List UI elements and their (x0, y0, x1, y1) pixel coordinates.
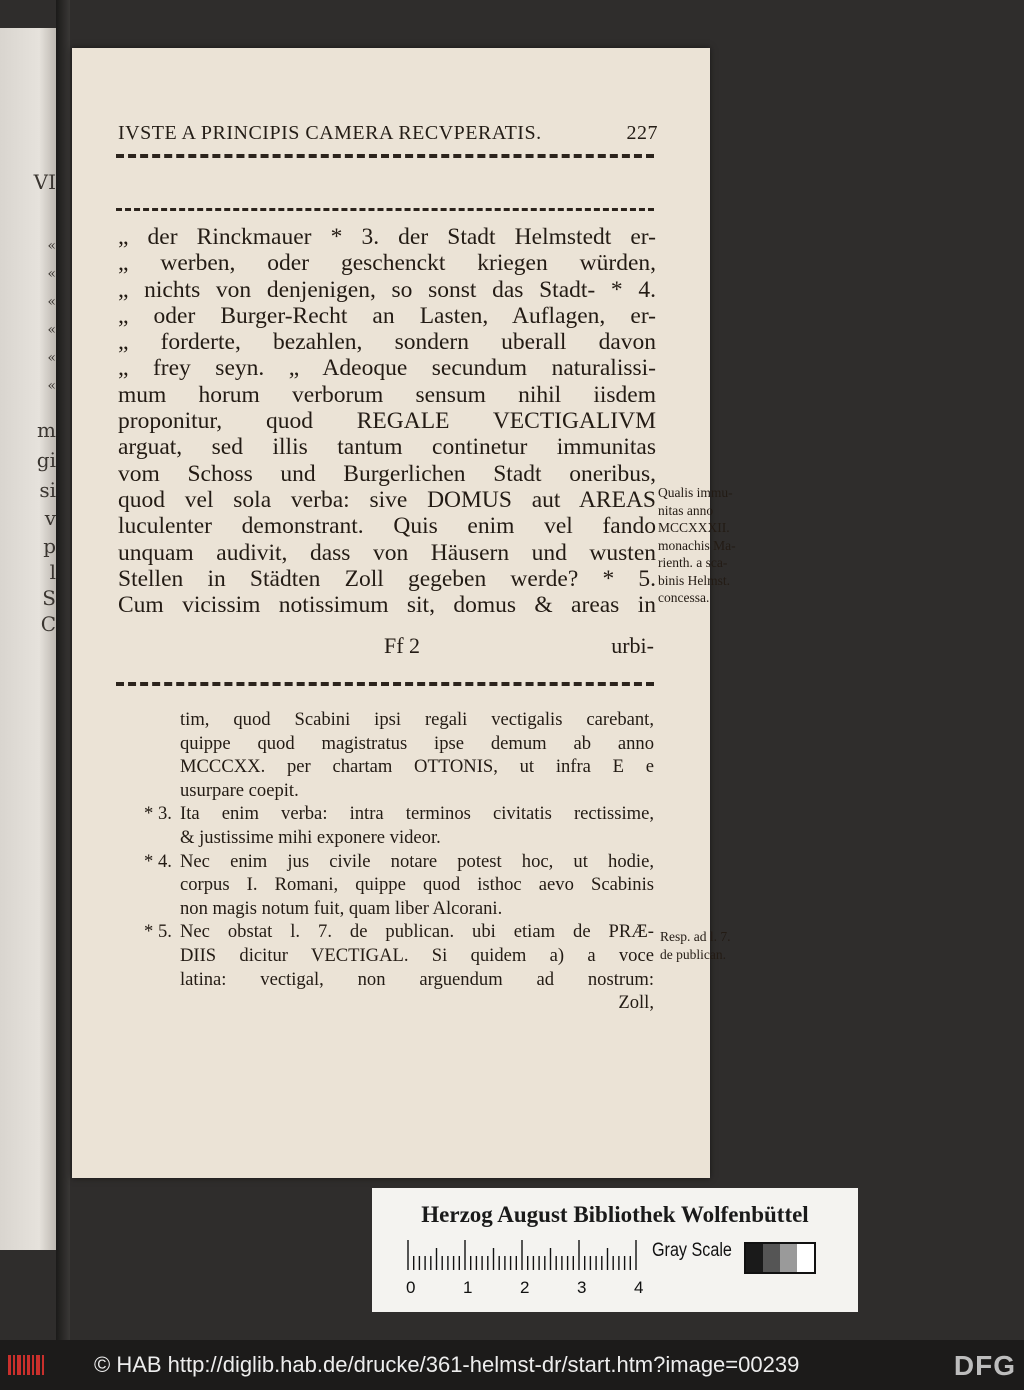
footnote-line: usurpare coepit. (180, 779, 299, 801)
margin-note-line: rienth. a sca- (658, 555, 728, 570)
text-line: vom Schoss und Burgerlichen Stadt oneribus, (118, 460, 656, 487)
adjacent-page-fragment: l (49, 560, 56, 584)
ruler-scale (404, 1240, 640, 1270)
barcode-icon (6, 1352, 46, 1378)
book-page (72, 48, 710, 1178)
margin-note-line: Qualis immu- (658, 485, 733, 500)
running-head (118, 122, 658, 145)
adjacent-page-fragment: « (47, 266, 56, 282)
footnote-3 (144, 802, 654, 849)
adjacent-page-fragment: VI (33, 170, 56, 194)
margin-note-line: concessa. (658, 590, 710, 605)
footnote-line: quippe quod magistratus ipse demum ab anno (180, 732, 654, 754)
gray-patch (797, 1244, 814, 1272)
top-rule (116, 154, 654, 158)
margin-note-line: monachis Ma- (658, 537, 736, 553)
text-line: Stellen in Städten Zoll gegeben werde? * 5. (118, 565, 656, 592)
margin-note-line: MCCXXXII. (658, 520, 730, 535)
adjacent-page-fragment: « (47, 350, 56, 366)
page-number: 227 (626, 122, 658, 144)
gray-patch (746, 1244, 763, 1272)
footnote-marker: * 4. (144, 850, 172, 872)
adjacent-page-fragment: gi (36, 448, 56, 472)
adjacent-page-fragment: C (40, 612, 56, 636)
text-line: „ frey seyn. „ Adeoque secundum naturalissi- (118, 355, 656, 382)
text-line: „ werben, oder geschenckt kriegen würden, (118, 250, 656, 277)
adjacent-page-fragment: « (47, 294, 56, 310)
footnote-marker: * 3. (144, 803, 172, 825)
footnote-line: Nec obstat l. 7. de publican. ubi etiam de PRÆ- (180, 921, 654, 943)
head-rule (116, 208, 654, 211)
footnote-line: latina: vectigal, non arguendum ad nostrum: (180, 968, 654, 990)
text-line: „ der Rinckmauer * 3. der Stadt Helmstedt er- (118, 224, 656, 250)
footnote-4 (144, 850, 654, 921)
adjacent-page-fragment: si (39, 478, 56, 502)
margin-note-line: nitas anno (658, 502, 714, 518)
catchword: urbi- (611, 633, 654, 658)
text-line: proponitur, quod REGALE VECTIGALIVM (118, 408, 656, 435)
text-line: Cum vicissim notissimum sit, domus & areas in (118, 592, 656, 619)
footnote-line: corpus I. Romani, quippe quod isthoc aevo Scabinis (180, 874, 654, 896)
text-line: luculenter demonstrant. Quis enim vel fando (118, 513, 656, 540)
ruler-number: 4 (634, 1278, 644, 1297)
margin-note-line: binis Helmst. (658, 572, 731, 588)
footnote-line: non magis notum fuit, quam liber Alcorani. (180, 897, 503, 919)
copyright-url[interactable]: © HAB http://diglib.hab.de/drucke/361-helmst-dr/start.htm?image=00239 (94, 1352, 800, 1377)
margin-note-line: de publican. (660, 946, 726, 962)
library-color-card (372, 1188, 858, 1312)
footnote-rule (116, 682, 654, 686)
footnote-line: Ita enim verba: intra terminos civitatis rectissime, (180, 803, 654, 825)
text-line: mum horum verborum sensum nihil iisdem (118, 381, 656, 408)
ruler-number: 1 (463, 1278, 473, 1297)
footnote-line: MCCCXX. per chartam OTTONIS, ut infra E e (180, 756, 654, 778)
footnote-line: Nec enim jus civile notare potest hoc, ut hodie, (180, 850, 654, 872)
text-line: unquam audivit, dass von Häusern und wusten (118, 539, 656, 566)
text-line: „ oder Burger-Recht an Lasten, Auflagen, er- (118, 302, 656, 329)
signature-mark: Ff 2 (384, 633, 421, 658)
adjacent-page-fragment: « (47, 322, 56, 338)
text-line: quod vel sola verba: sive DOMUS aut AREAS (118, 486, 656, 513)
footnote-marker: * 5. (144, 921, 172, 943)
ruler-number: 2 (520, 1278, 530, 1297)
text-line: „ nichts von denjenigen, so sonst das Stadt- * 4. (118, 276, 656, 303)
footnote-catchword: Zoll, (618, 992, 654, 1014)
ruler-number: 0 (406, 1278, 416, 1297)
margin-note-response (660, 928, 770, 963)
adjacent-page-fragment: p (43, 534, 56, 558)
footnote-line: DIIS dicitur VECTIGAL. Si quidem a) a voce (180, 944, 654, 966)
library-name: Herzog August Bibliothek Wolfenbüttel (421, 1202, 809, 1227)
adjacent-page-fragment: v (44, 506, 56, 530)
adjacent-page-fragment: « (47, 378, 56, 394)
adjacent-page-fragment: « (47, 238, 56, 254)
footnote-catchword-row (180, 991, 654, 1015)
running-head-title: IVSTE A PRINCIPIS CAMERA RECVPERATIS. (118, 122, 542, 144)
book-spine (56, 0, 70, 1360)
ruler-number: 3 (577, 1278, 587, 1297)
text-line: arguat, sed illis tantum continetur immunitas (118, 434, 656, 461)
gray-scale-label: Gray Scale (652, 1240, 732, 1261)
gray-scale-patches (744, 1242, 816, 1274)
margin-note-line: Resp. ad l. 7. (660, 929, 731, 944)
footnote-5 (144, 920, 654, 991)
adjacent-page-fragment: m (37, 418, 56, 442)
footnote-line: tim, quod Scabini ipsi regali vectigalis carebant, (180, 709, 654, 730)
ruler-numbers (398, 1278, 668, 1300)
margin-note-immunity (658, 484, 768, 607)
adjacent-page-fragment: S (42, 586, 56, 610)
main-text (118, 224, 656, 618)
gray-patch (780, 1244, 797, 1272)
gray-patch (763, 1244, 780, 1272)
footnotes (144, 708, 654, 1015)
dfg-logo[interactable]: DFG (953, 1350, 1016, 1381)
text-line: „ forderte, bezahlen, sondern uberall davon (118, 329, 656, 356)
adjacent-page-edge (0, 28, 58, 1250)
footnote-line: & justissime mihi exponere videor. (180, 826, 441, 848)
